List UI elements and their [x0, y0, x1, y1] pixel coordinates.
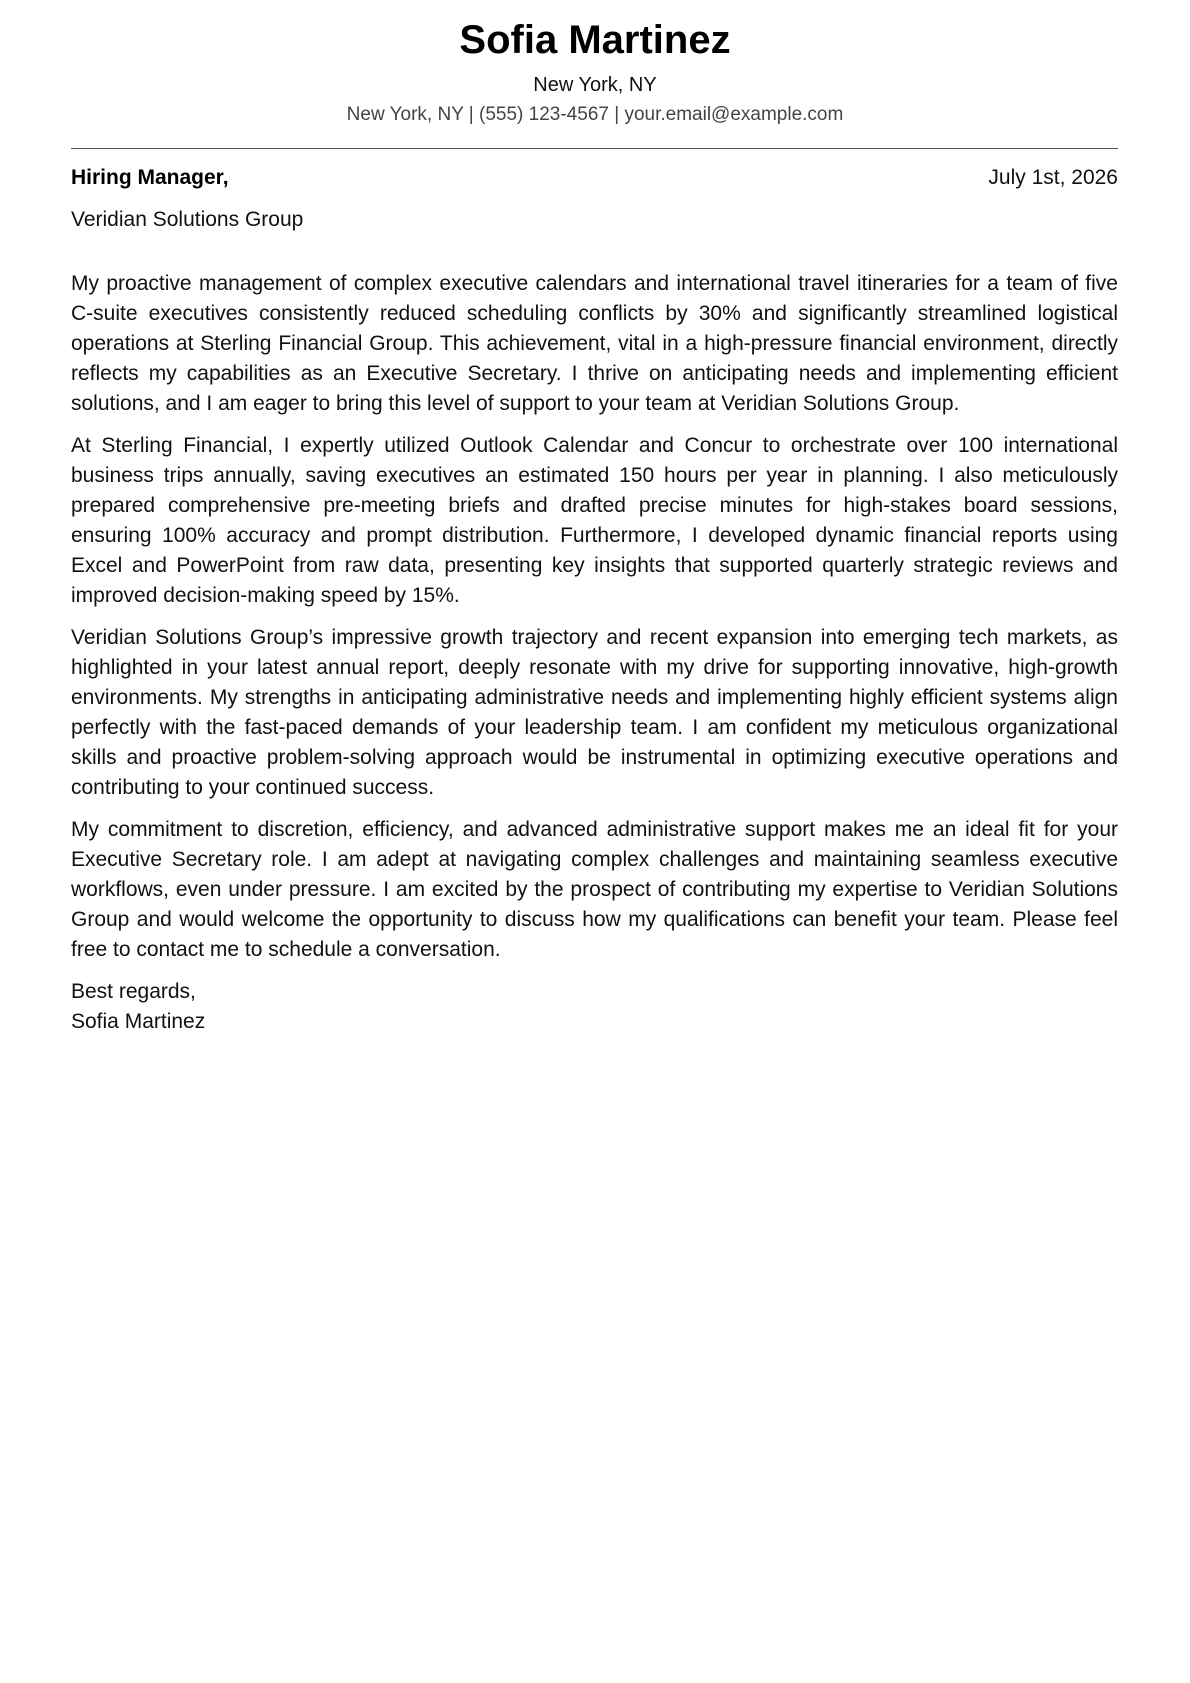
recipient-company: Veridian Solutions Group [71, 208, 304, 231]
sender-contact-line: New York, NY | (555) 123-4567 | your.email@example.com [346, 104, 844, 125]
body-paragraph: My proactive management of complex executive calendars and international travel itineraries for a team of five C-suite executives consistently reduced scheduling conflicts by 30% and significantly streamlined logistical operations at Sterling Financial Group. This achievement, vital in a high-pressure financial environment, directly reflects my capabilities as an Executive Secretary. I thrive on anticipating needs and implementing efficient solutions, and I am eager to bring this level of support to your team at Veridian Solutions Group. [71, 272, 1118, 415]
closing-phrase: Best regards, [71, 980, 196, 1003]
body-paragraph: At Sterling Financial, I expertly utilized Outlook Calendar and Concur to orchestrate over 100 international business trips annually, saving executives an estimated 150 hours per year in planning. I also meticulously prepared comprehensive pre-meeting briefs and drafted precise minutes for high-stakes board sessions, ensuring 100% accuracy and prompt distribution. Furthermore, I developed dynamic financial reports using Excel and PowerPoint from raw data, presenting key insights that supported quarterly strategic reviews and improved decision-making speed by 15%. [71, 434, 1118, 607]
body-paragraph: Veridian Solutions Group’s impressive growth trajectory and recent expansion into emerging tech markets, as highlighted in your latest annual report, deeply resonate with my drive for supporting innovative, high-growth environments. My strengths in anticipating administrative needs and implementing highly efficient systems align perfectly with the fast-paced demands of your leadership team. I am confident my meticulous organizational skills and proactive problem-solving approach would be instrumental in optimizing executive operations and contributing to your continued success. [71, 626, 1118, 799]
sender-location: New York, NY [533, 74, 657, 96]
letter-header [0, 0, 1190, 128]
letter-closing [71, 977, 1118, 1037]
sender-name: Sofia Martinez [459, 18, 731, 62]
recipient-date-row [71, 163, 1118, 193]
body-paragraph: My commitment to discretion, efficiency, and advanced administrative support makes me an ideal fit for your Executive Secretary role. I am adept at navigating complex challenges and maintaining seamless executive workflows, even under pressure. I am excited by the prospect of contributing my expertise to Veridian Solutions Group and would welcome the opportunity to discuss how my qualifications can benefit your team. Please feel free to contact me to schedule a conversation. [71, 818, 1118, 961]
letter-body [71, 269, 1118, 965]
letter-content [71, 163, 1118, 1037]
signature-name: Sofia Martinez [71, 1010, 206, 1033]
header-divider [71, 148, 1118, 149]
recipient-salutation: Hiring Manager, [71, 166, 229, 189]
letter-date: July 1st, 2026 [988, 166, 1118, 189]
